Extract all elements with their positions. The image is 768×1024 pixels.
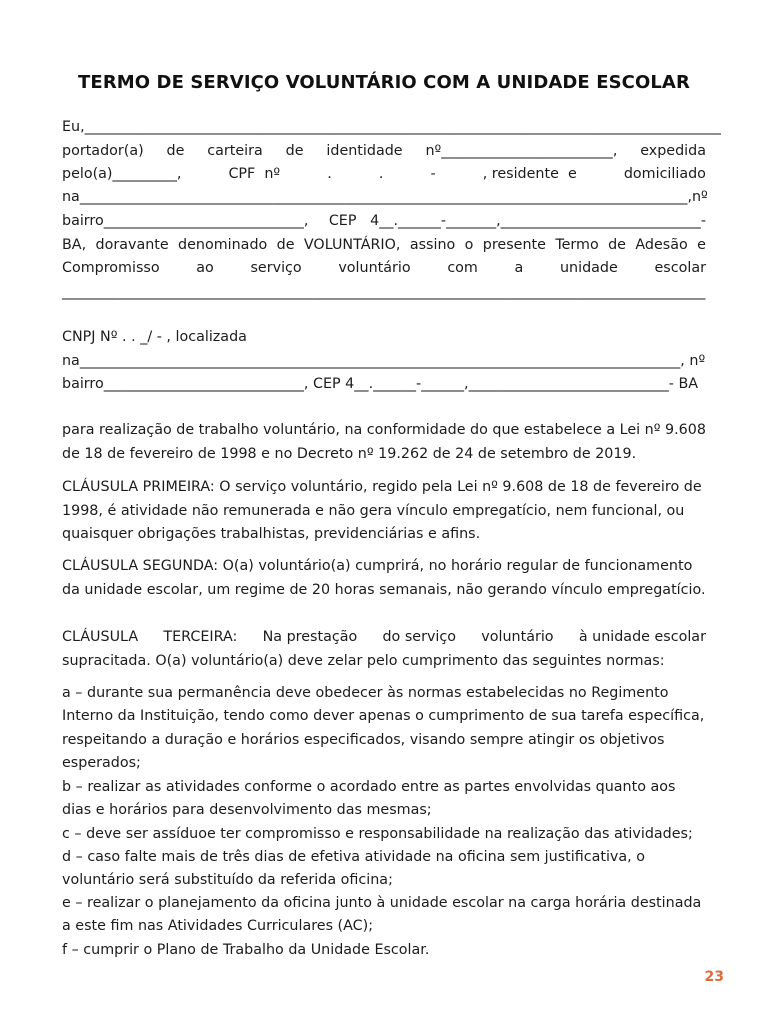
text-line: quaisquer obrigações trabalhistas, previdenciárias e afins. (62, 526, 481, 542)
word: escolar (654, 260, 706, 276)
text-line: CLÁUSULA PRIMEIRA: O serviço voluntário, regido pela Lei nº 9.608 de 18 de fevereiro de (62, 479, 702, 495)
text-line (62, 375, 706, 393)
word: Eu,_________________________________________________________________________________________ (62, 119, 721, 135)
word: o (464, 237, 474, 253)
text-line: d – caso falte mais de três dias de efetiva atividade na oficina sem justificativa, o (62, 849, 645, 865)
word: de (608, 237, 626, 253)
text-line: esperados; (62, 755, 141, 771)
word: de (276, 237, 295, 253)
word: . (378, 166, 384, 182)
text-line (62, 652, 706, 670)
word: voluntário (481, 629, 554, 645)
text-line: voluntário será substituído da referida oficina; (62, 872, 393, 888)
text-line (62, 328, 706, 346)
word: identidade (326, 143, 403, 159)
word: CEP 4__.______-_______,____________________________- (328, 213, 706, 229)
text-line (62, 259, 706, 277)
word: de (166, 143, 185, 159)
text-line: a – durante sua permanência deve obedecer às normas estabelecidas no Regimento (62, 685, 669, 701)
text-line: f – cumprir o Plano de Trabalho da Unidade Escolar. (62, 942, 430, 958)
text-line (62, 283, 706, 301)
word: unidade (560, 260, 618, 276)
word: com (447, 260, 478, 276)
text-line: de 18 de fevereiro de 1998 e no Decreto nº 19.262 de 24 de setembro de 2019. (62, 446, 637, 462)
text-line (62, 352, 706, 370)
text-line: c – deve ser assíduoe ter compromisso e responsabilidade na realização das atividades; (62, 826, 693, 842)
word: de (285, 143, 304, 159)
word: CPF nº (228, 166, 281, 182)
word: domiciliado (623, 166, 706, 182)
text-line: dias e horários para desenvolvimento das mesmas; (62, 802, 432, 818)
word: e (697, 237, 706, 253)
text-line (62, 236, 706, 254)
text-line: e – realizar o planejamento da oficina junto à unidade escolar na carga horária destinada (62, 895, 702, 911)
word: a (514, 260, 524, 276)
word: Compromisso (62, 260, 160, 276)
word: BA, (62, 237, 87, 253)
word: pelo(a)_________, (62, 166, 182, 182)
word: Na prestação (262, 629, 358, 645)
text-line: b – realizar as atividades conforme o acordado entre as partes envolvidas quanto aos (62, 779, 676, 795)
word: - (430, 166, 436, 182)
text-line (62, 628, 706, 646)
word: Adesão (635, 237, 688, 253)
text-line: respeitando a duração e horários especificados, visando sempre atingir os objetivos (62, 732, 665, 748)
text-line (62, 118, 721, 136)
word: bairro____________________________, CEP 4__.______-______,____________________________- BA (62, 376, 699, 392)
page-number: 23 (704, 969, 724, 985)
word: assino (409, 237, 456, 253)
text-line: Interno da Instituição, tendo como dever apenas o cumprimento de sua tarefa específica, (62, 708, 705, 724)
word: expedida (640, 143, 706, 159)
word: CNPJ Nº . . _/ - , localizada (62, 329, 247, 345)
word: nº________________________, (425, 143, 618, 159)
word: à unidade escolar (578, 629, 706, 645)
word: presente (482, 237, 546, 253)
word: portador(a) (62, 143, 144, 159)
word: serviço (250, 260, 302, 276)
word: supracitada. O(a) voluntário(a) deve zelar pelo cumprimento das seguintes normas: (62, 653, 665, 669)
text-line: 1998, é atividade não remunerada e não gera vínculo empregatício, nem funcional, ou (62, 503, 685, 519)
word: TERCEIRA: (163, 629, 238, 645)
text-line: CLÁUSULA SEGUNDA: O(a) voluntário(a) cumprirá, no horário regular de funcionamento (62, 558, 693, 574)
text-line: a este fim nas Atividades Curriculares (AC); (62, 918, 374, 934)
word: denominado (178, 237, 268, 253)
word: do serviço (382, 629, 457, 645)
text-line (62, 188, 706, 206)
word: na_____________________________________________________________________________________,nº (62, 189, 708, 205)
document-title: TERMO DE SERVIÇO VOLUNTÁRIO COM A UNIDADE ESCOLAR (78, 72, 690, 93)
text-line (62, 212, 706, 230)
word: , residente e (482, 166, 577, 182)
word: VOLUNTÁRIO, (303, 237, 401, 253)
word: doravante (95, 237, 169, 253)
word: . (327, 166, 332, 182)
word: CLÁUSULA (62, 629, 139, 645)
word: voluntário (338, 260, 411, 276)
text-line: para realização de trabalho voluntário, na conformidade do que estabelece a Lei nº 9.608 (62, 422, 706, 438)
word: Termo (555, 237, 599, 253)
text-line (62, 142, 706, 160)
word: carteira (207, 143, 263, 159)
word: __________________________________________________________________________________________ (62, 284, 706, 300)
text-line (62, 165, 706, 183)
text-line: da unidade escolar, um regime de 20 horas semanais, não gerando vínculo empregatício. (62, 582, 706, 598)
word: na____________________________________________________________________________________, nº (62, 353, 706, 369)
word: ao (196, 260, 214, 276)
word: bairro____________________________, (62, 213, 309, 229)
